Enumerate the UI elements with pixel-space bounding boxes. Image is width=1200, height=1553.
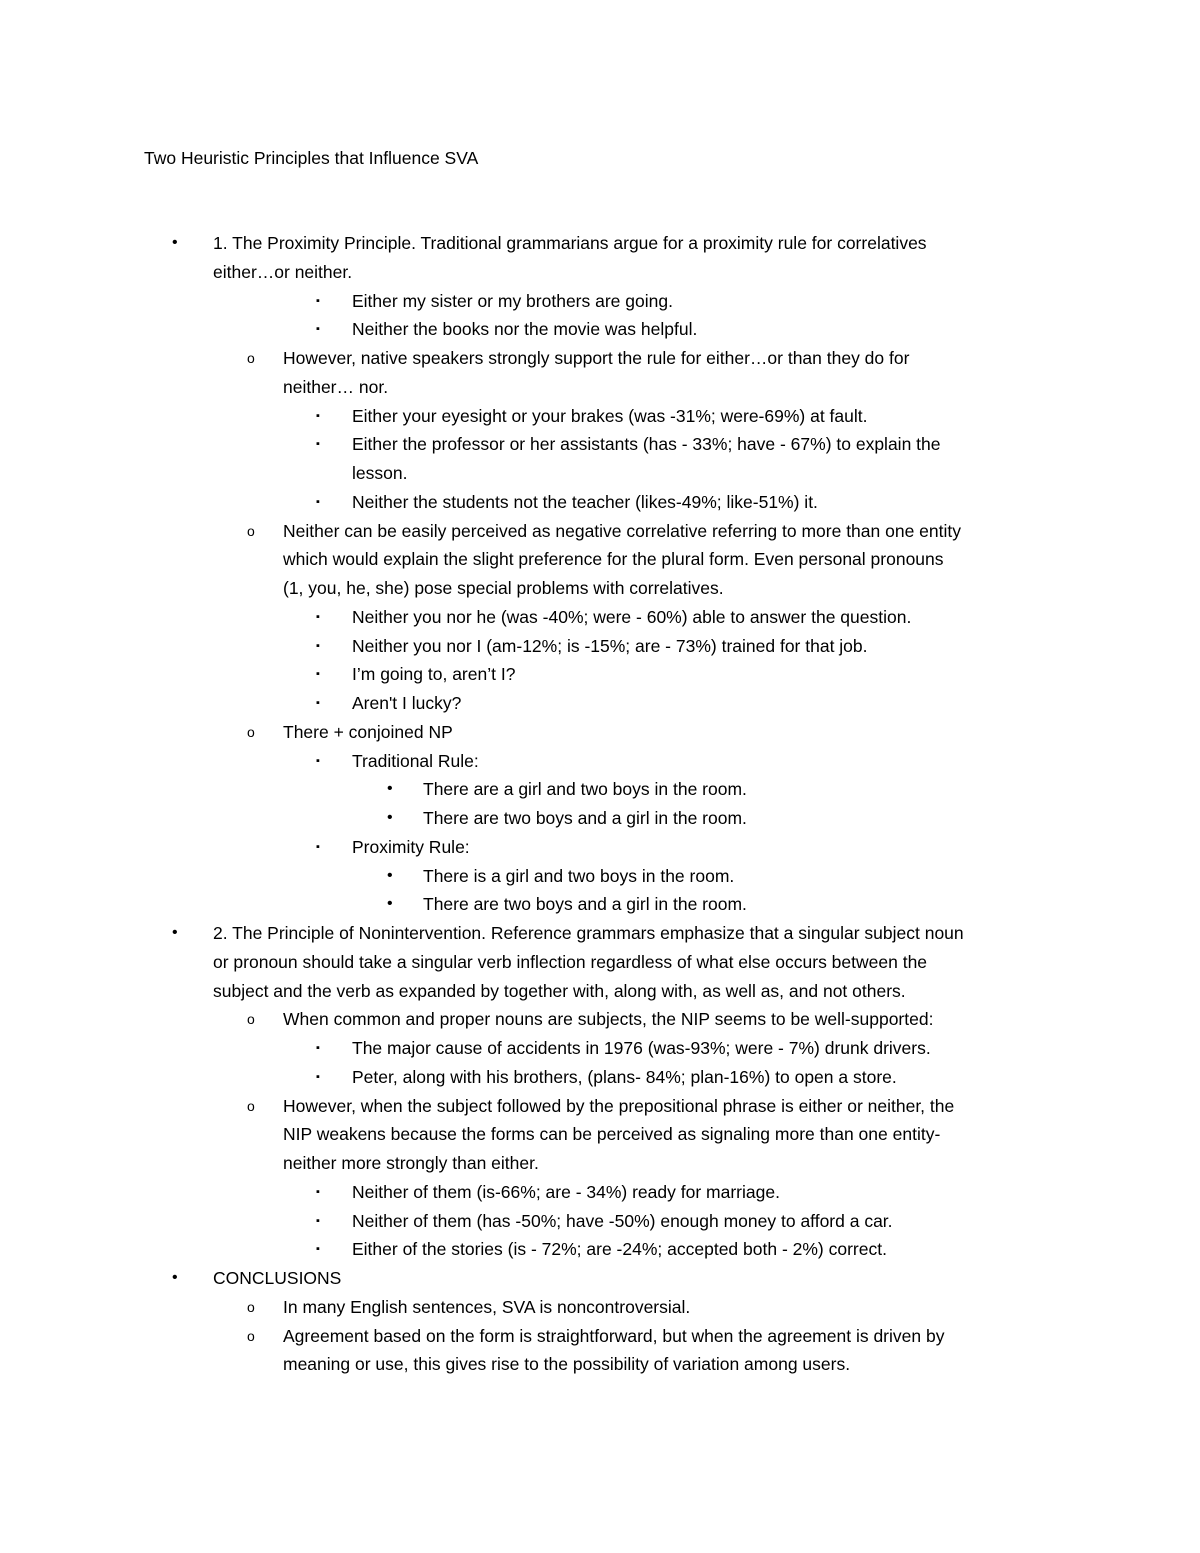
bullet-square-icon: ▪ xyxy=(316,294,320,307)
bullet-circle-icon: o xyxy=(247,522,255,539)
bullet-dot-icon: • xyxy=(387,780,393,798)
outline-line xyxy=(0,574,1200,603)
outline-text: When common and proper nouns are subjects, the NIP seems to be well-supported: xyxy=(283,1009,934,1030)
outline-text: Neither the students not the teacher (likes-49%; like-51%) it. xyxy=(352,491,818,512)
document-title: Two Heuristic Principles that Influence SVA xyxy=(144,148,479,168)
bullet-circle-icon: o xyxy=(247,1011,255,1028)
outline-text: 2. The Principle of Nonintervention. Reference grammars emphasize that a singular subject noun xyxy=(213,923,964,943)
outline-line xyxy=(0,1120,1200,1149)
outline-line xyxy=(0,747,1200,776)
bullet-circle-icon: o xyxy=(247,1298,255,1315)
bullet-square-icon: ▪ xyxy=(316,1070,320,1083)
outline-text: Neither of them (is-66%; are - 34%) ready for marriage. xyxy=(352,1181,780,1202)
bullet-square-icon: ▪ xyxy=(316,495,320,508)
outline-line xyxy=(0,948,1200,977)
outline-text: Either my sister or my brothers are going. xyxy=(352,290,673,311)
outline-text: Neither you nor I (am-12%; is -15%; are - 73%) trained for that job. xyxy=(352,635,868,656)
outline-text: NIP weakens because the forms can be perceived as signaling more than one entity- xyxy=(283,1124,941,1145)
outline-line xyxy=(0,1235,1200,1264)
outline-text: neither… nor. xyxy=(283,376,389,397)
bullet-square-icon: ▪ xyxy=(316,1214,320,1227)
outline-text: Aren't I lucky? xyxy=(352,693,462,713)
bullet-square-icon: ▪ xyxy=(316,409,320,422)
outline-line xyxy=(0,1063,1200,1092)
outline-text: Either your eyesight or your brakes (was -31%; were-69%) at fault. xyxy=(352,405,868,426)
bullet-circle-icon: o xyxy=(247,350,255,366)
outline-text: Peter, along with his brothers, (plans- 84%; plan-16%) to open a store. xyxy=(352,1066,897,1087)
bullet-square-icon: ▪ xyxy=(316,840,320,853)
outline-text: either…or neither. xyxy=(213,261,353,282)
outline-text: Either the professor or her assistants (has - 33%; have - 67%) to explain the xyxy=(352,434,941,455)
outline-text: lesson. xyxy=(352,463,408,483)
outline-line xyxy=(0,229,1200,258)
outline-line xyxy=(0,344,1200,373)
bullet-square-icon: ▪ xyxy=(316,1185,320,1198)
bullet-square-icon: ▪ xyxy=(316,697,320,709)
outline-line xyxy=(0,402,1200,431)
outline-line xyxy=(0,517,1200,546)
outline-line xyxy=(0,718,1200,747)
bullet-square-icon: ▪ xyxy=(316,438,320,451)
outline-line xyxy=(0,804,1200,833)
outline-text: In many English sentences, SVA is noncontroversial. xyxy=(283,1296,691,1317)
bullet-square-icon: ▪ xyxy=(316,639,320,652)
outline-line xyxy=(0,545,1200,574)
bullet-square-icon: ▪ xyxy=(316,1243,320,1256)
outline-line xyxy=(0,1350,1200,1379)
outline-text: Traditional Rule: xyxy=(352,750,479,771)
outline-text: Neither the books nor the movie was helpful. xyxy=(352,319,698,340)
outline-line xyxy=(0,1178,1200,1207)
bullet-dot-icon: • xyxy=(172,1269,178,1286)
bullet-square-icon: ▪ xyxy=(316,1042,320,1054)
outline-line xyxy=(0,287,1200,316)
outline-line xyxy=(0,775,1200,804)
outline-line xyxy=(0,315,1200,344)
bullet-circle-icon: o xyxy=(247,1097,255,1114)
outline-line xyxy=(0,660,1200,689)
outline-text: meaning or use, this gives rise to the possibility of variation among users. xyxy=(283,1354,851,1375)
outline-line xyxy=(0,977,1200,1006)
outline-text: which would explain the slight preference for the plural form. Even personal pronouns xyxy=(283,549,944,570)
outline-text: There is a girl and two boys in the room. xyxy=(423,865,735,886)
outline-line xyxy=(0,919,1200,948)
outline-text: However, when the subject followed by the prepositional phrase is either or neither, the xyxy=(283,1095,955,1116)
outline-line xyxy=(0,459,1200,488)
outline-text: Either of the stories (is - 72%; are -24%; accepted both - 2%) correct. xyxy=(352,1239,887,1260)
bullet-dot-icon: • xyxy=(387,866,393,884)
bullet-dot-icon: • xyxy=(172,924,178,941)
bullet-dot-icon: • xyxy=(387,809,393,826)
bullet-circle-icon: o xyxy=(247,1327,255,1344)
outline-line xyxy=(0,1207,1200,1236)
outline-text: The major cause of accidents in 1976 (was-93%; were - 7%) drunk drivers. xyxy=(352,1038,931,1058)
outline-text: There are two boys and a girl in the room. xyxy=(423,808,747,828)
bullet-dot-icon: • xyxy=(172,234,178,251)
outline-line xyxy=(0,1149,1200,1178)
outline-line xyxy=(0,1322,1200,1351)
outline-text: or pronoun should take a singular verb inflection regardless of what else occurs between the xyxy=(213,951,928,972)
bullet-square-icon: ▪ xyxy=(316,323,320,336)
outline-text: (1, you, he, she) pose special problems with correlatives. xyxy=(283,578,724,598)
outline-line xyxy=(0,488,1200,517)
outline-text: Proximity Rule: xyxy=(352,836,470,857)
outline-line xyxy=(0,1264,1200,1293)
outline-line xyxy=(0,258,1200,287)
outline-text: Agreement based on the form is straightforward, but when the agreement is driven by xyxy=(283,1325,945,1346)
outline-line xyxy=(0,430,1200,459)
outline-line xyxy=(0,862,1200,891)
outline-line xyxy=(0,890,1200,919)
outline-line xyxy=(0,632,1200,661)
outline-text: There are two boys and a girl in the room. xyxy=(423,894,747,915)
outline-line xyxy=(0,1034,1200,1063)
outline-line xyxy=(0,373,1200,402)
outline-text: Neither of them (has -50%; have -50%) enough money to afford a car. xyxy=(352,1210,893,1231)
bullet-square-icon: ▪ xyxy=(316,668,320,681)
bullet-dot-icon: • xyxy=(387,895,393,913)
bullet-square-icon: ▪ xyxy=(316,610,320,623)
outline-text: neither more strongly than either. xyxy=(283,1153,539,1173)
outline-text: Neither you nor he (was -40%; were - 60%) able to answer the question. xyxy=(352,606,912,627)
outline-text: However, native speakers strongly support the rule for either…or than they do for xyxy=(283,348,910,368)
outline-line xyxy=(0,603,1200,632)
outline-line xyxy=(0,1293,1200,1322)
outline-text: CONCLUSIONS xyxy=(213,1268,342,1288)
outline-line xyxy=(0,1005,1200,1034)
outline-line xyxy=(0,689,1200,718)
outline-line xyxy=(0,1092,1200,1121)
outline-text: 1. The Proximity Principle. Traditional grammarians argue for a proximity rule for correlatives xyxy=(213,233,927,253)
outline-text: There + conjoined NP xyxy=(283,721,453,742)
outline-text: subject and the verb as expanded by together with, along with, as well as, and not others. xyxy=(213,980,906,1001)
bullet-square-icon: ▪ xyxy=(316,754,320,767)
outline-line xyxy=(0,833,1200,862)
outline-text: Neither can be easily perceived as negative correlative referring to more than one entity xyxy=(283,520,962,541)
outline-text: I’m going to, aren’t I? xyxy=(352,664,516,685)
outline-text: There are a girl and two boys in the room. xyxy=(423,779,747,800)
bullet-circle-icon: o xyxy=(247,723,255,740)
